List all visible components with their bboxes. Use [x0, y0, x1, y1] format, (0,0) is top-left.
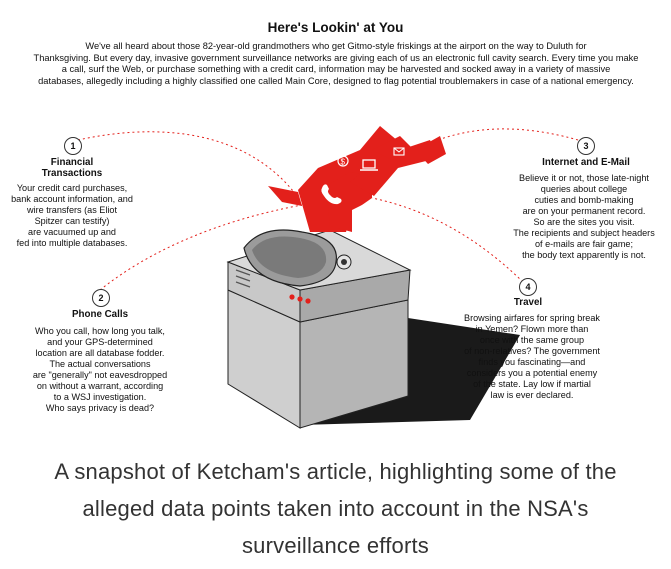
body-line: wire transfers (as Eliot: [27, 205, 117, 215]
caption-line: alleged data points taken into account in the NSA's: [82, 496, 589, 521]
financial-heading: [18, 157, 126, 179]
intro-line: a call, surf the Web, or purchase something with a credit card, information may be harvested and socked away in a variety of massive: [61, 64, 611, 75]
body-line: Spitzer can testify): [34, 216, 110, 226]
intro-line: Thanksgiving. But every day, invasive government surveillance networks are giving each of us an electronic full cavity search. Every time you make: [33, 52, 639, 63]
body-line: finds you fascinating—and: [478, 357, 586, 367]
body-line: to a WSJ investigation.: [53, 392, 147, 402]
light-2: [297, 296, 302, 301]
body-line: Who says privacy is dead?: [45, 403, 155, 413]
body-line: So are the sites you visit.: [533, 217, 635, 227]
body-line: and your GPS-determined: [47, 337, 153, 347]
body-line: The recipients and subject headers: [513, 228, 655, 238]
body-line: The actual conversations: [49, 359, 151, 369]
figure-title: Here's Lookin' at You: [267, 20, 404, 35]
body-line: location are all database fodder.: [35, 348, 165, 358]
body-line: of non-relatives? The government: [464, 346, 600, 356]
body-line: on without a warrant, according: [36, 381, 164, 391]
intro-line: databases, allegedly including a highly classified one called Main Core, designed to flag potential troublemakers in case of a national emergency.: [38, 75, 634, 86]
body-line: Believe it or not, those late-night: [519, 173, 649, 183]
body-line: the body text apparently is not.: [522, 250, 646, 260]
caption-line: A snapshot of Ketcham's article, highlighting some of the: [54, 459, 617, 484]
travel-heading: Travel: [513, 297, 543, 308]
body-line: queries about college: [540, 184, 628, 194]
svg-text:$: $: [340, 157, 345, 167]
body-line: are "generally" not eavesdropped: [32, 370, 168, 380]
body-line: bank account information, and: [11, 194, 133, 204]
internet-heading: Internet and E-Mail: [542, 157, 630, 168]
financial-body: [8, 183, 136, 249]
body-line: considers you a potential enemy: [466, 368, 598, 378]
callout-number-4: 4: [519, 278, 537, 296]
body-line: in Yemen? Flown more than: [475, 324, 589, 334]
figure-intro: [12, 41, 660, 87]
internet-body: [500, 173, 668, 261]
financial-heading-line: Financial: [50, 157, 94, 168]
body-line: fed into multiple databases.: [16, 238, 128, 248]
callout-number-1: 1: [64, 137, 82, 155]
body-line: Browsing airfares for spring break: [464, 313, 600, 323]
callout-number-3: 3: [577, 137, 595, 155]
callout-number-2: 2: [92, 289, 110, 307]
light-1: [289, 294, 294, 299]
body-line: Who you call, how long you talk,: [35, 326, 165, 336]
body-line: of the state. Lay low if martial: [473, 379, 591, 389]
body-line: once with the same group: [479, 335, 585, 345]
body-line: Your credit card purchases,: [16, 183, 128, 193]
body-line: of e-mails are fair game;: [534, 239, 634, 249]
light-3: [305, 298, 310, 303]
intro-line: We've all heard about those 82-year-old grandmothers who get Gitmo-style friskings at the airport on the way to Duluth for: [85, 41, 587, 51]
phone-body: [20, 326, 180, 414]
shredder-machine: [228, 230, 410, 428]
body-line: law is ever declared.: [490, 390, 574, 400]
financial-heading-line: Transactions: [41, 168, 103, 179]
caption-line: surveillance efforts: [241, 533, 429, 558]
image-caption: [0, 453, 671, 564]
data-strips: [268, 126, 446, 232]
body-line: are vacuumed up and: [28, 227, 116, 237]
body-line: cuties and bomb-making: [534, 195, 634, 205]
travel-body: [452, 313, 612, 401]
phone-heading: Phone Calls: [71, 309, 129, 320]
body-line: are on your permanent record.: [522, 206, 646, 216]
